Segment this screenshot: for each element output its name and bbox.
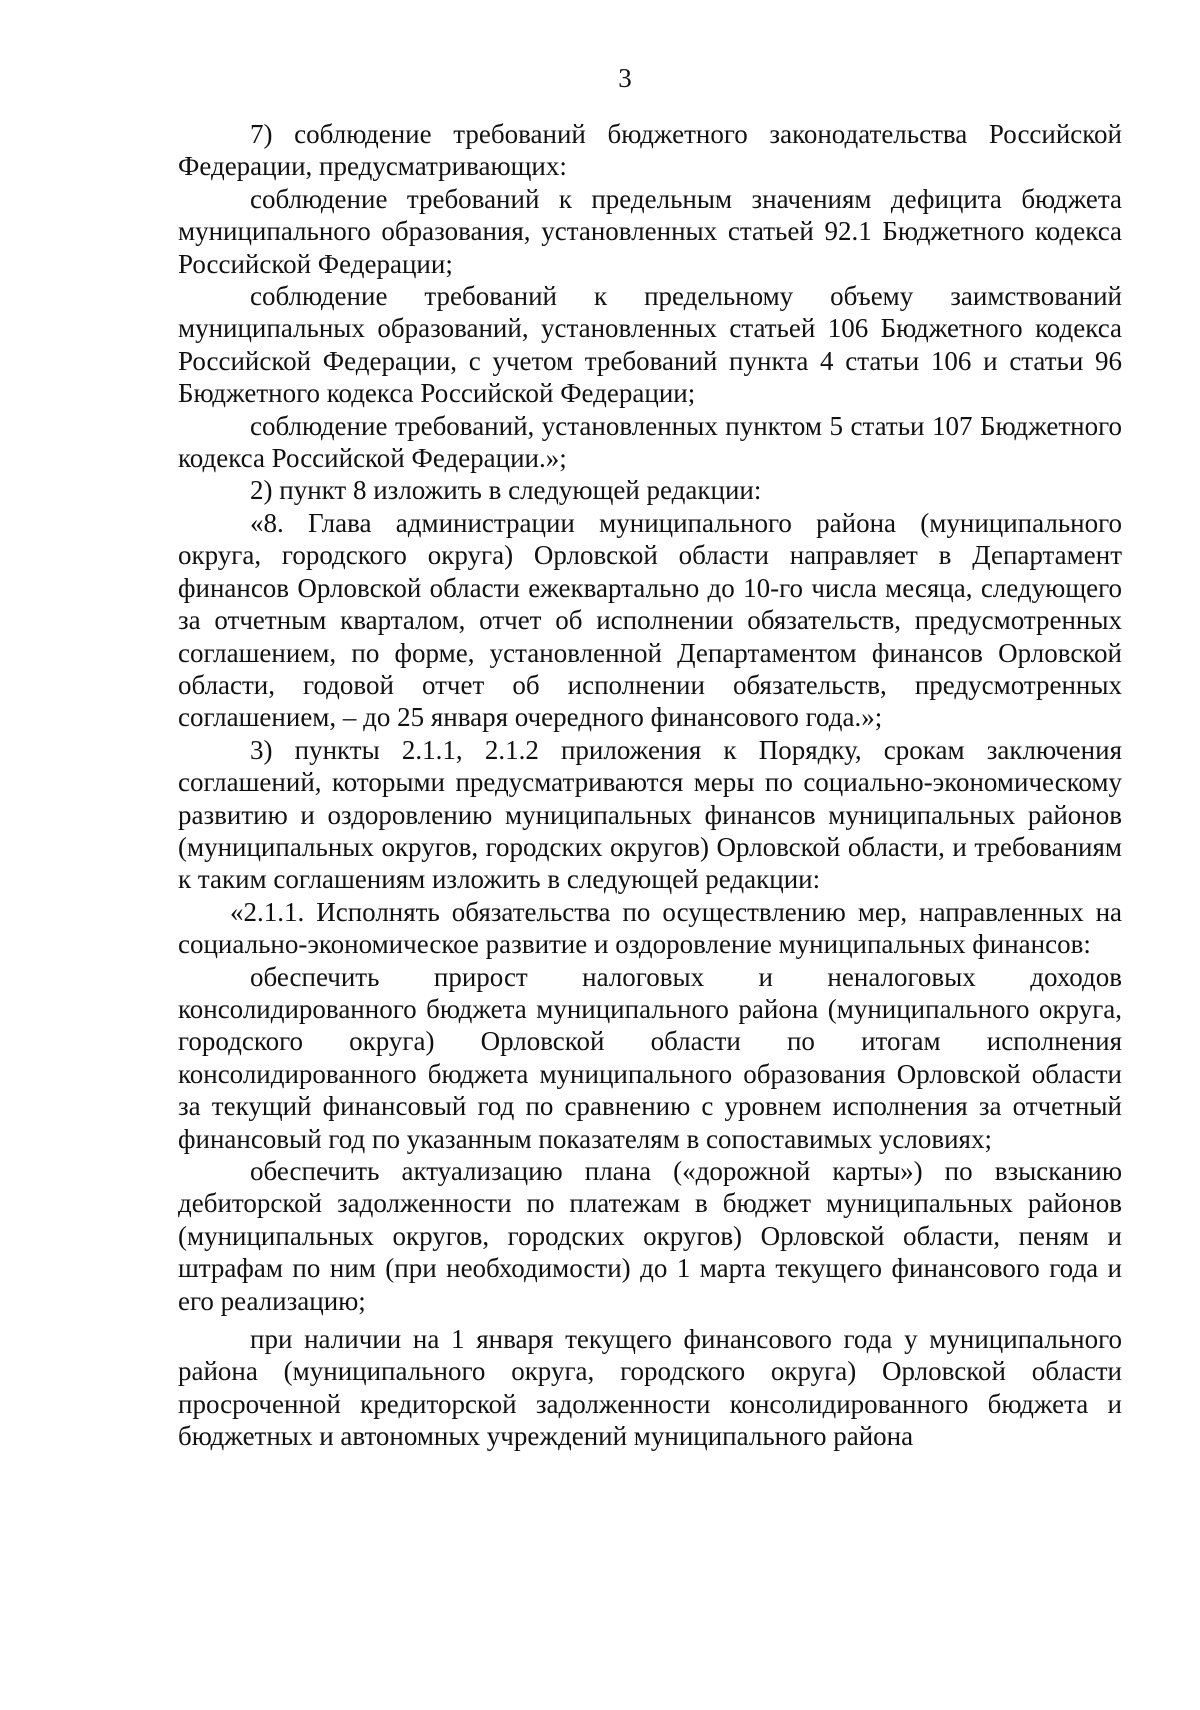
paragraph-item-2: 2) пункт 8 изложить в следующей редакции:	[250, 475, 762, 506]
paragraph-overdue-debt: при наличии на 1 января текущего финансового года у муниципального района (муниципального округа, городского округа) Орловской области просроченной кредиторской задолженности консолидированного бюджета и бюджетных и автономных учреждений муниципального района	[178, 1324, 1122, 1452]
page-number: 3	[618, 63, 632, 93]
paragraph-article-107: соблюдение требований, установленных пунктом 5 статьи 107 Бюджетного кодекса Российской Федерации.»;	[178, 410, 1122, 474]
document-body	[178, 118, 1122, 1453]
paragraph-revenue-growth: обеспечить прирост налоговых и неналоговых доходов консолидированного бюджета муниципального района (муниципального округа, городского округа) Орловской области по итогам исполнения консолидированного бюджета муниципального образования Орловской области за текущий финансовый год по сравнению с уровнем исполнения за отчетный финансовый год по указанным показателям в сопоставимых условиях;	[178, 961, 1122, 1154]
paragraph-borrowing-limits: соблюдение требований к предельному объему заимствований муниципальных образований, установленных статьей 106 Бюджетного кодекса Российской Федерации, с учетом требований пункта 4 статьи 106 и статьи 96 Бюджетного кодекса Российской Федерации;	[178, 281, 1122, 409]
paragraph-clause-2-1-1: «2.1.1. Исполнять обязательства по осуществлению мер, направленных на социально-экономическое развитие и оздоровление муниципальных финансов:	[178, 896, 1122, 960]
paragraph-roadmap: обеспечить актуализацию плана («дорожной карты») по взысканию дебиторской задолженности по платежам в бюджет муниципальных районов (муниципальных округов, городских округов) Орловской области, пеням и штрафам по ним (при необходимости) до 1 марта текущего финансового года и его реализацию;	[178, 1156, 1122, 1316]
paragraph-item-3: 3) пункты 2.1.1, 2.1.2 приложения к Порядку, срокам заключения соглашений, которыми предусматриваются меры по социально-экономическому развитию и оздоровлению муниципальных финансов муниципальных районов (муниципальных округов, городских округов) Орловской области, и требованиям к таким соглашениям изложить в следующей редакции:	[178, 734, 1122, 895]
paragraph-deficit-limits: соблюдение требований к предельным значениям дефицита бюджета муниципального образования, установленных статьей 92.1 Бюджетного кодекса Российской Федерации;	[178, 183, 1122, 279]
paragraph-clause-8: «8. Глава администрации муниципального района (муниципального округа, городского округа) Орловской области направляет в Департамент финансов Орловской области ежеквартально до 10-го числа месяца, следующего за отчетным кварталом, отчет об исполнении обязательств, предусмотренных соглашением, по форме, установленной Департаментом финансов Орловской области, годовой отчет об исполнении обязательств, предусмотренных соглашением, – до 25 января очередного финансового года.»;	[178, 507, 1122, 733]
paragraph-item-7: 7) соблюдение требований бюджетного законодательства Российской Федерации, предусматривающих:	[178, 119, 1122, 182]
